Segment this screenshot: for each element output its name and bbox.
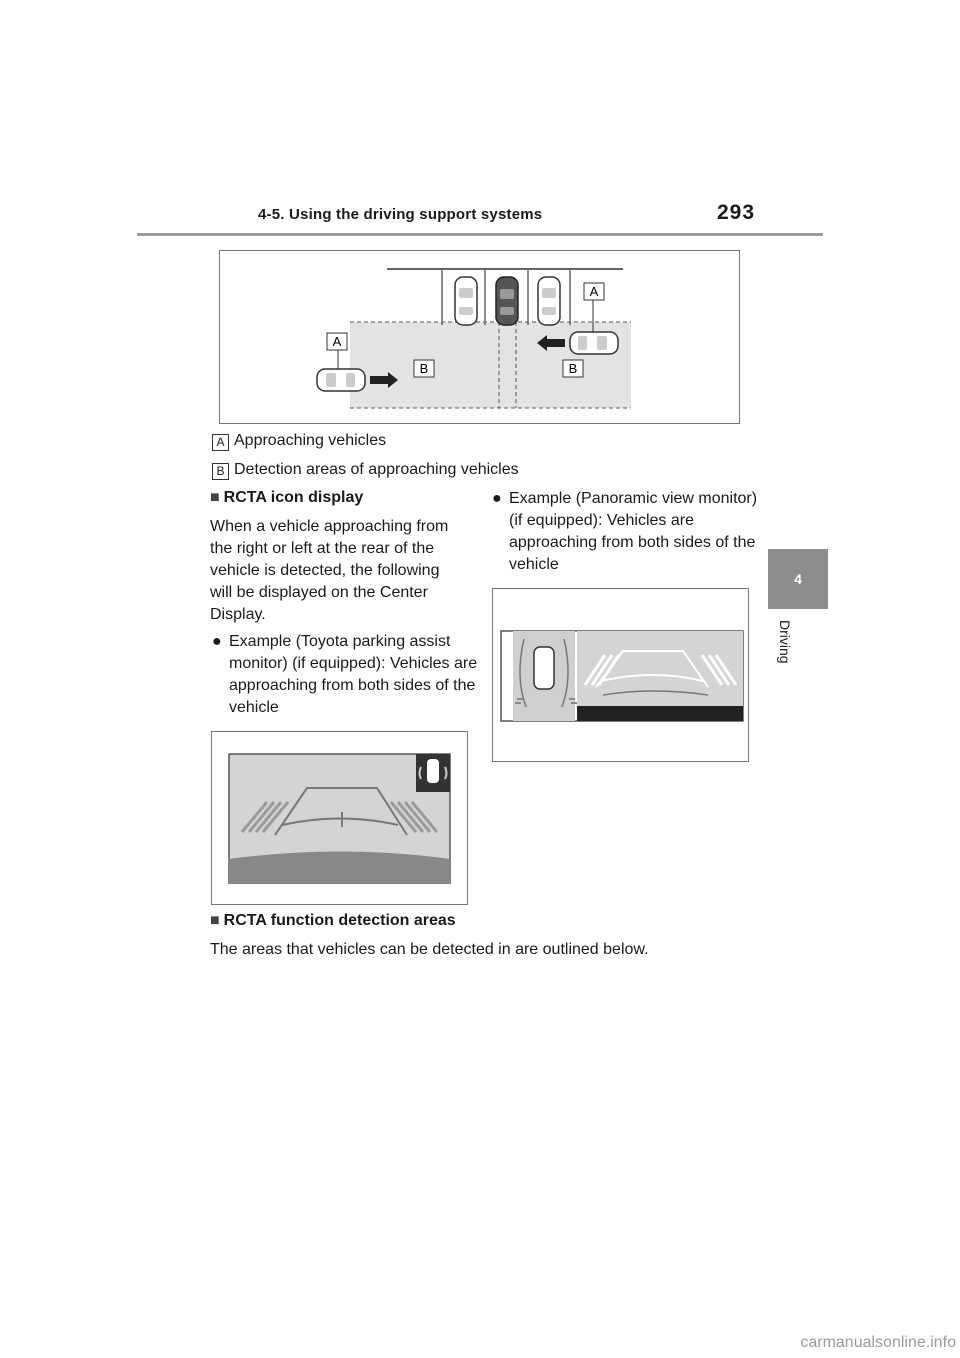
- own-car: [496, 277, 518, 325]
- legend-text-a: Approaching vehicles: [234, 432, 387, 449]
- page-number: 293: [717, 201, 756, 224]
- bullet-panoramic-view: ● Example (Panoramic view monitor) (if equipped): Vehicles are approaching from both sides of the vehicle: [492, 490, 758, 573]
- label-a-left: [327, 333, 347, 350]
- detection-areas-body: The areas that vehicles can be detected in are outlined below.: [210, 941, 649, 958]
- legend-key-a: A: [212, 434, 229, 451]
- legend-text-b: Detection areas of approaching vehicles: [234, 461, 519, 478]
- parking-assist-monitor-figure: [211, 731, 468, 905]
- parking-assist-monitor-screen: [212, 732, 467, 904]
- bullet-toyota-parking-assist: ● Example (Toyota parking assist monitor) (if equipped): Vehicles are approaching from both sides of the vehicle: [212, 633, 478, 716]
- heading-detection-areas: ■ RCTA function detection areas: [210, 912, 456, 929]
- parked-car-1: [455, 277, 477, 325]
- section-title: 4-5. Using the driving support systems: [258, 206, 543, 223]
- legend-key-b: B: [212, 463, 229, 480]
- label-b-right: [563, 360, 583, 377]
- svg-text:A: A: [332, 334, 342, 349]
- panoramic-view-monitor-figure: [492, 588, 749, 762]
- approaching-car-right: [570, 332, 618, 354]
- bullet-dot-icon: ●: [212, 633, 222, 650]
- square-bullet-icon: ■: [210, 912, 220, 929]
- rcta-icon-body: When a vehicle approaching from the right or left at the rear of the vehicle is detected, the following will be displayed on the Center Display.: [210, 518, 449, 623]
- svg-text:A: A: [589, 284, 599, 299]
- svg-text:B: B: [568, 361, 578, 376]
- heading-rcta-icon-display: ■ RCTA icon display: [210, 489, 364, 506]
- panoramic-view-monitor-screen: [493, 589, 748, 761]
- bullet-dot-icon: ●: [492, 490, 502, 507]
- chapter-name: Driving: [777, 620, 793, 664]
- parking-lot-illustration: [220, 251, 739, 423]
- label-a-right: [584, 283, 604, 300]
- parking-lot-figure: [219, 250, 740, 424]
- square-bullet-icon: ■: [210, 489, 220, 506]
- chapter-tab: 4: [768, 549, 828, 609]
- svg-text:B: B: [419, 361, 429, 376]
- watermark: carmanualsonline.info: [800, 1334, 956, 1351]
- approaching-car-left: [317, 369, 365, 391]
- parked-car-2: [538, 277, 560, 325]
- own-car-icon: [534, 647, 554, 689]
- legend-item-b: [212, 461, 519, 480]
- legend-item-a: [212, 432, 386, 451]
- header-rule: [137, 233, 823, 236]
- label-b-left: [414, 360, 434, 377]
